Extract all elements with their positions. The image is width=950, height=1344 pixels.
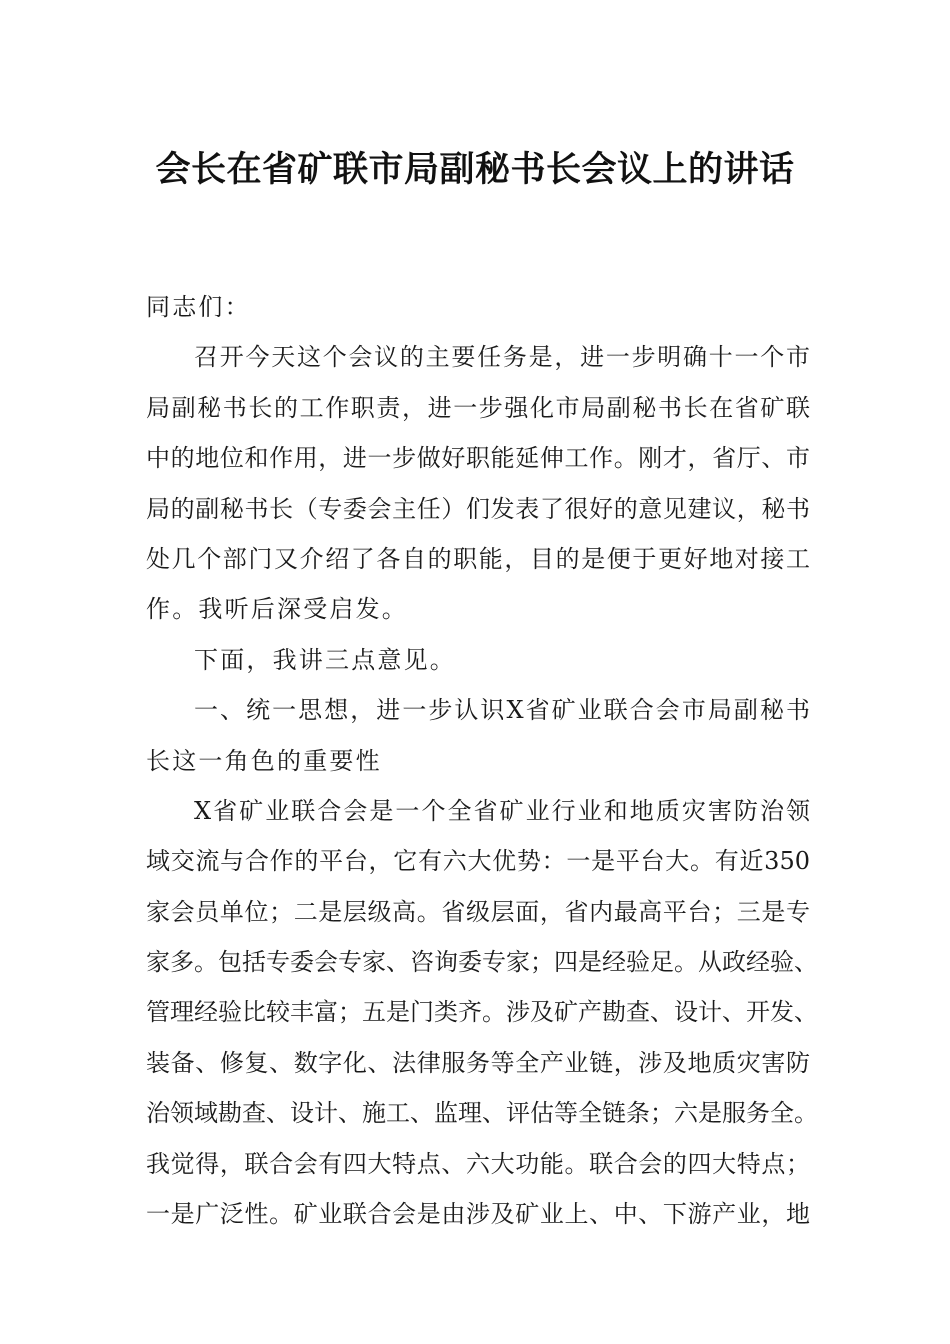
paragraph-line: 召开今天这个会议的主要任务是，进一步明确十一个市: [194, 343, 810, 372]
paragraph-line: 中的地位和作用，进一步做好职能延伸工作。刚才，省厅、市: [146, 444, 810, 473]
paragraph-line: 我觉得，联合会有四大特点、六大功能。联合会的四大特点；: [146, 1149, 810, 1178]
paragraph-line: 管理经验比较丰富；五是门类齐。涉及矿产勘查、设计、开发、: [146, 998, 818, 1027]
paragraph-line: 作。我听后深受启发。: [146, 595, 408, 624]
document-body: [146, 282, 818, 1239]
paragraph-line: 一是广泛性。矿业联合会是由涉及矿业上、中、下游产业，地: [146, 1200, 810, 1229]
section-heading-line: 一、统一思想，进一步认识X省矿业联合会市局副秘书: [194, 696, 810, 725]
paragraph-line: 局副秘书长的工作职责，进一步强化市局副秘书长在省矿联: [146, 393, 810, 422]
paragraph-line: 域交流与合作的平台，它有六大优势：一是平台大。有近350: [146, 847, 810, 876]
paragraph-line: 家多。包括专委会专家、咨询委专家；四是经验足。从政经验、: [146, 948, 818, 977]
section-heading-line: 长这一角色的重要性: [146, 746, 382, 775]
paragraph-line: 下面，我讲三点意见。: [194, 645, 456, 674]
paragraph-line: 装备、修复、数字化、法律服务等全产业链，涉及地质灾害防: [146, 1048, 810, 1077]
paragraph-line: 处几个部门又介绍了各自的职能，目的是便于更好地对接工: [146, 544, 810, 573]
paragraph-line: 家会员单位；二是层级高。省级层面，省内最高平台；三是专: [146, 897, 810, 926]
document-title: 会长在省矿联市局副秘书长会议上的讲话: [155, 150, 795, 190]
salutation: 同志们：: [146, 293, 251, 321]
paragraph-line: 治领域勘查、设计、施工、监理、评估等全链条；六是服务全。: [146, 1099, 818, 1128]
paragraph-line: X省矿业联合会是一个全省矿业行业和地质灾害防治领: [194, 796, 810, 825]
paragraph-line: 局的副秘书长（专委会主任）们发表了很好的意见建议，秘书: [146, 494, 810, 523]
